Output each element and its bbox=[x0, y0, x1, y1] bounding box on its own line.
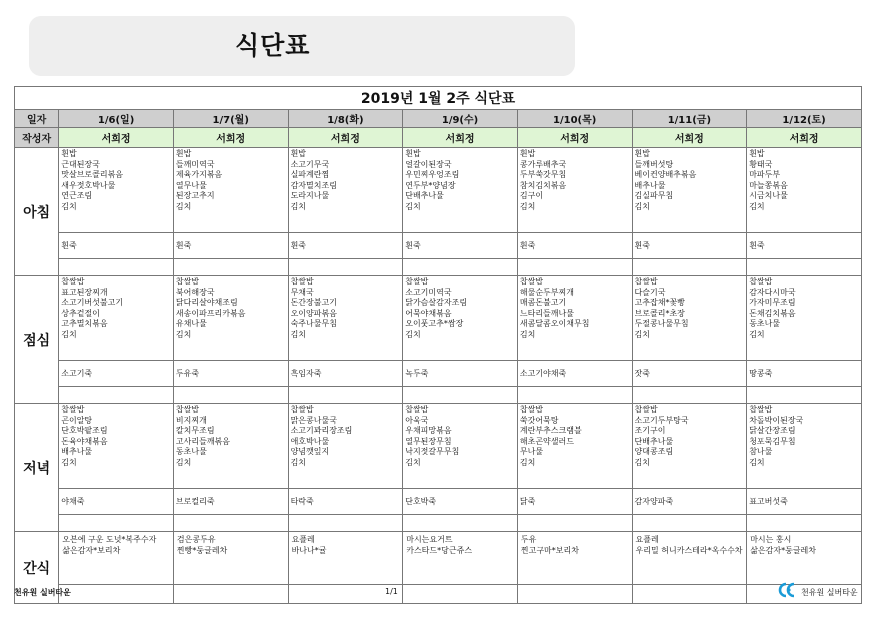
day-header: 1/9(수) bbox=[403, 110, 518, 128]
empty-cell bbox=[747, 387, 862, 404]
empty-cell bbox=[403, 515, 518, 532]
table-title: 2019년 1월 2주 식단표 bbox=[15, 87, 862, 110]
menu-item: 김치 bbox=[61, 201, 77, 211]
day-header: 1/10(목) bbox=[517, 110, 632, 128]
writer-name: 서희정 bbox=[288, 128, 403, 148]
menu-item: 들깨미역국 bbox=[175, 159, 215, 169]
empty-cell bbox=[403, 585, 518, 604]
empty-cell bbox=[173, 515, 288, 532]
day-header: 1/8(화) bbox=[288, 110, 403, 128]
menu-item: 고추멸치볶음 bbox=[61, 319, 108, 329]
menu-item: 해물순두부찌개 bbox=[519, 287, 574, 297]
menu-item: 우민찌우엉조림 bbox=[405, 170, 460, 180]
menu-item: 김치 bbox=[61, 329, 77, 339]
logo-icon bbox=[778, 582, 800, 602]
porridge-cell: 야채죽 bbox=[59, 489, 174, 515]
menu-item: 김실파무침 bbox=[634, 191, 674, 201]
porridge-cell: 땅콩죽 bbox=[747, 361, 862, 387]
menu-item: 무채국 bbox=[290, 287, 314, 297]
menu-item: 새콤달콤오이채무침 bbox=[519, 319, 590, 329]
writer-name: 서희정 bbox=[173, 128, 288, 148]
menu-item: 김치 bbox=[405, 201, 421, 211]
menu-item: 김치 bbox=[175, 329, 192, 339]
snack-item: 삶은감자*보리차 bbox=[62, 546, 121, 555]
porridge-cell: 소고기죽 bbox=[59, 361, 174, 387]
menu-item: 김치 bbox=[290, 329, 307, 339]
menu-cell bbox=[173, 148, 288, 233]
menu-item: 감자다시마국 bbox=[749, 287, 796, 297]
menu-item: 가자미무조림 bbox=[749, 298, 796, 308]
snack-item: 요플레 bbox=[291, 535, 315, 544]
menu-item: 찹쌀밥 bbox=[749, 405, 773, 414]
menu-item: 찹쌀밥 bbox=[405, 277, 429, 286]
menu-item: 김치 bbox=[61, 457, 77, 467]
menu-item: 소고기꽈리장조림 bbox=[290, 426, 353, 436]
menu-item: 김치 bbox=[175, 457, 192, 467]
menu-item: 브로콜리*초장 bbox=[634, 308, 685, 318]
menu-item: 고추잡채*꽃빵 bbox=[634, 298, 685, 308]
menu-item: 유채나물 bbox=[175, 319, 207, 329]
menu-item: 찹쌀밥 bbox=[61, 405, 85, 414]
menu-item: 동초나물 bbox=[175, 447, 207, 457]
menu-item: 단배추나물 bbox=[634, 436, 674, 446]
snack-item: 우리밀 허니카스테라*옥수수차 bbox=[635, 546, 743, 555]
meal-label: 아침 bbox=[15, 148, 59, 276]
menu-item: 닭살간장조림 bbox=[749, 426, 796, 436]
menu-item: 조기구이 bbox=[634, 426, 666, 436]
menu-item: 아욱국 bbox=[405, 415, 429, 425]
porridge-cell: 소고기야채죽 bbox=[517, 361, 632, 387]
porridge-cell: 닭죽 bbox=[517, 489, 632, 515]
menu-item: 도라지나물 bbox=[290, 191, 330, 201]
menu-item: 오이양파볶음 bbox=[290, 308, 337, 318]
porridge-cell: 단호박죽 bbox=[403, 489, 518, 515]
menu-item: 찹쌀밥 bbox=[405, 405, 429, 414]
porridge-cell: 녹두죽 bbox=[403, 361, 518, 387]
menu-item: 표고된장찌개 bbox=[61, 287, 108, 297]
menu-item: 김치 bbox=[290, 457, 307, 467]
menu-item: 쑥갓어묵탕 bbox=[519, 415, 559, 425]
menu-item: 상추겉절이 bbox=[61, 308, 100, 318]
menu-item: 두부쑥갓무침 bbox=[519, 170, 567, 180]
menu-item: 찹쌀밥 bbox=[519, 405, 544, 414]
menu-item: 두절콩나물무침 bbox=[634, 319, 689, 329]
menu-item: 참나물 bbox=[749, 447, 773, 457]
empty-cell bbox=[288, 515, 403, 532]
empty-cell bbox=[173, 585, 288, 604]
menu-item: 흰밥 bbox=[519, 149, 536, 158]
empty-cell bbox=[632, 259, 747, 276]
page-title: 식단표 bbox=[235, 31, 311, 60]
writer-name: 서희정 bbox=[517, 128, 632, 148]
menu-cell bbox=[173, 404, 288, 489]
menu-item: 소고기버섯불고기 bbox=[61, 298, 124, 308]
menu-item: 곤이알탕 bbox=[61, 415, 93, 425]
porridge-cell: 흰죽 bbox=[747, 233, 862, 259]
porridge-cell: 흰죽 bbox=[59, 233, 174, 259]
porridge-cell: 흑임자죽 bbox=[288, 361, 403, 387]
menu-item: 김치 bbox=[634, 201, 650, 211]
menu-item: 된장고추지 bbox=[175, 191, 215, 201]
menu-item: 느타리들깨나물 bbox=[519, 308, 574, 318]
menu-item: 무나물 bbox=[519, 447, 544, 457]
menu-item: 김치 bbox=[175, 201, 192, 211]
porridge-cell: 흰죽 bbox=[517, 233, 632, 259]
snack-item: 마시는요거트 bbox=[406, 535, 453, 544]
menu-item: 찹쌀밥 bbox=[290, 405, 314, 414]
snack-item: 바나나*귤 bbox=[291, 546, 327, 555]
empty-cell bbox=[632, 585, 747, 604]
menu-item: 소고기무국 bbox=[290, 159, 330, 169]
menu-item: 김치 bbox=[749, 201, 765, 211]
menu-item: 닭다리살야채조림 bbox=[175, 298, 238, 308]
menu-cell bbox=[403, 148, 518, 233]
porridge-cell: 잣죽 bbox=[632, 361, 747, 387]
menu-item: 찹쌀밥 bbox=[749, 277, 773, 286]
menu-item: 김치 bbox=[634, 457, 650, 467]
menu-item: 찹쌀밥 bbox=[175, 277, 200, 286]
snack-item: 카스타드*당근쥬스 bbox=[406, 546, 473, 555]
menu-item: 맑은콩나물국 bbox=[290, 415, 337, 425]
menu-cell bbox=[59, 148, 174, 233]
menu-item: 김치 bbox=[290, 201, 307, 211]
menu-item: 소고기두부탕국 bbox=[634, 415, 689, 425]
menu-item: 김치 bbox=[749, 457, 765, 467]
menu-item: 흰밥 bbox=[634, 149, 650, 158]
empty-cell bbox=[59, 585, 174, 604]
menu-item: 제육가지볶음 bbox=[175, 170, 223, 180]
day-header: 1/6(일) bbox=[59, 110, 174, 128]
snack-cell bbox=[288, 532, 403, 585]
snack-item: 찐빵*둥글레차 bbox=[176, 546, 228, 555]
menu-item: 찹쌀밥 bbox=[61, 277, 85, 286]
menu-item: 김치 bbox=[405, 329, 421, 339]
menu-item: 시금치나물 bbox=[749, 191, 788, 201]
menu-item: 연두부*양념장 bbox=[405, 180, 456, 190]
menu-item: 다슬기국 bbox=[634, 287, 666, 297]
empty-cell bbox=[403, 259, 518, 276]
writer-name: 서희정 bbox=[747, 128, 862, 148]
menu-cell bbox=[59, 404, 174, 489]
empty-cell bbox=[173, 259, 288, 276]
writer-name: 서희정 bbox=[632, 128, 747, 148]
logo-text: 천유원 실버타운 bbox=[801, 588, 858, 597]
menu-item: 비지찌개 bbox=[175, 415, 207, 425]
menu-cell bbox=[517, 276, 632, 361]
porridge-cell: 흰죽 bbox=[632, 233, 747, 259]
empty-cell bbox=[632, 515, 747, 532]
menu-item: 단호박팥조림 bbox=[61, 426, 108, 436]
meal-label: 저녁 bbox=[15, 404, 59, 532]
menu-item: 돈육야채볶음 bbox=[61, 436, 108, 446]
snack-cell bbox=[403, 532, 518, 585]
empty-cell bbox=[288, 387, 403, 404]
menu-item: 칼치무조림 bbox=[175, 426, 215, 436]
menu-item: 어묵야채볶음 bbox=[405, 308, 452, 318]
day-header: 1/12(토) bbox=[747, 110, 862, 128]
menu-item: 돈간장불고기 bbox=[290, 298, 337, 308]
snack-item: 두유 bbox=[520, 535, 537, 544]
menu-item: 북어해장국 bbox=[175, 287, 215, 297]
menu-item: 마파두부 bbox=[749, 170, 781, 180]
menu-item: 동초나물 bbox=[749, 319, 781, 329]
menu-cell bbox=[288, 404, 403, 489]
writer-name: 서희정 bbox=[59, 128, 174, 148]
menu-item: 양대콩조림 bbox=[634, 447, 674, 457]
empty-cell bbox=[59, 259, 174, 276]
empty-cell bbox=[173, 387, 288, 404]
date-header-label: 일자 bbox=[15, 110, 59, 128]
snack-item: 검은콩두유 bbox=[176, 535, 216, 544]
menu-item: 열무나물 bbox=[175, 180, 207, 190]
menu-item: 들깨버섯탕 bbox=[634, 159, 674, 169]
menu-cell bbox=[747, 148, 862, 233]
menu-item: 흰밥 bbox=[61, 149, 77, 158]
menu-item: 김치 bbox=[519, 201, 536, 211]
empty-cell bbox=[517, 259, 632, 276]
menu-item: 차돌박이된장국 bbox=[749, 415, 804, 425]
snack-item: 마시는 홍시 bbox=[750, 535, 792, 544]
menu-cell bbox=[517, 404, 632, 489]
writer-name: 서희정 bbox=[403, 128, 518, 148]
snack-cell bbox=[59, 532, 174, 585]
menu-item: 해초곤약샐러드 bbox=[519, 436, 574, 446]
empty-cell bbox=[288, 259, 403, 276]
menu-cell bbox=[403, 404, 518, 489]
menu-item: 닭가슴살감자조림 bbox=[405, 298, 468, 308]
snack-item: 찐고구마*보리차 bbox=[520, 546, 579, 555]
menu-item: 찹쌀밥 bbox=[175, 405, 200, 414]
menu-cell bbox=[403, 276, 518, 361]
porridge-cell: 흰죽 bbox=[173, 233, 288, 259]
day-header: 1/11(금) bbox=[632, 110, 747, 128]
menu-cell bbox=[517, 148, 632, 233]
menu-item: 낙지젓갈무무침 bbox=[405, 447, 460, 457]
menu-cell bbox=[288, 276, 403, 361]
menu-item: 김치 bbox=[634, 329, 650, 339]
snack-item: 요플레 bbox=[635, 535, 659, 544]
porridge-cell: 표고버섯죽 bbox=[747, 489, 862, 515]
menu-item: 오이풋고추*쌈장 bbox=[405, 319, 464, 329]
menu-item: 찹쌀밥 bbox=[634, 277, 658, 286]
footer-org: 천유원 실버타운 bbox=[14, 588, 71, 597]
meal-label: 점심 bbox=[15, 276, 59, 404]
writer-label: 작성자 bbox=[15, 128, 59, 148]
snack-item: 오븐에 구운 도넛*복주수자 bbox=[62, 535, 157, 544]
snack-cell bbox=[747, 532, 862, 585]
porridge-cell: 타락죽 bbox=[288, 489, 403, 515]
menu-cell bbox=[747, 404, 862, 489]
menu-cell bbox=[632, 148, 747, 233]
menu-item: 찹쌀밥 bbox=[519, 277, 544, 286]
menu-item: 청포묵김무침 bbox=[749, 436, 796, 446]
menu-item: 연근조림 bbox=[61, 191, 93, 201]
menu-item: 양념깻잎지 bbox=[290, 447, 330, 457]
menu-item: 감자멸치조림 bbox=[290, 180, 337, 190]
menu-cell bbox=[288, 148, 403, 233]
page-number: 1/1 bbox=[385, 587, 398, 596]
menu-item: 배추나물 bbox=[61, 447, 93, 457]
menu-item: 근대된장국 bbox=[61, 159, 100, 169]
menu-item: 우채피망볶음 bbox=[405, 426, 452, 436]
menu-item: 실파계란찜 bbox=[290, 170, 330, 180]
menu-item: 배추나물 bbox=[634, 180, 666, 190]
porridge-cell: 흰죽 bbox=[403, 233, 518, 259]
menu-cell bbox=[632, 276, 747, 361]
menu-item: 열무된장무침 bbox=[405, 436, 452, 446]
menu-item: 흰밥 bbox=[749, 149, 765, 158]
empty-cell bbox=[517, 387, 632, 404]
menu-item: 참치김치볶음 bbox=[519, 180, 567, 190]
snack-label: 간식 bbox=[15, 532, 59, 604]
day-header: 1/7(월) bbox=[173, 110, 288, 128]
snack-cell bbox=[632, 532, 747, 585]
empty-cell bbox=[747, 515, 862, 532]
menu-item: 계란부추스크램블 bbox=[519, 426, 582, 436]
menu-item: 얼갈이된장국 bbox=[405, 159, 452, 169]
empty-cell bbox=[632, 387, 747, 404]
porridge-cell: 감자양파죽 bbox=[632, 489, 747, 515]
empty-cell bbox=[747, 259, 862, 276]
empty-cell bbox=[517, 515, 632, 532]
menu-item: 황태국 bbox=[749, 159, 773, 169]
porridge-cell: 두유죽 bbox=[173, 361, 288, 387]
menu-item: 김치 bbox=[749, 329, 765, 339]
menu-cell bbox=[173, 276, 288, 361]
menu-item: 찹쌀밥 bbox=[290, 277, 314, 286]
menu-item: 숙주나물무침 bbox=[290, 319, 337, 329]
empty-cell bbox=[59, 515, 174, 532]
porridge-cell: 흰죽 bbox=[288, 233, 403, 259]
menu-item: 매콤돈불고기 bbox=[519, 298, 567, 308]
snack-cell bbox=[517, 532, 632, 585]
menu-item: 흰밥 bbox=[175, 149, 192, 158]
porridge-cell: 브로컬리죽 bbox=[173, 489, 288, 515]
menu-item: 김치 bbox=[519, 329, 536, 339]
empty-cell bbox=[517, 585, 632, 604]
menu-item: 새우젓호박나물 bbox=[61, 180, 116, 190]
empty-cell bbox=[403, 387, 518, 404]
menu-item: 새송이파프리카볶음 bbox=[175, 308, 246, 318]
menu-cell bbox=[747, 276, 862, 361]
menu-item: 찹쌀밥 bbox=[634, 405, 658, 414]
weekly-menu-table bbox=[14, 86, 862, 604]
menu-item: 김치 bbox=[519, 457, 536, 467]
snack-item: 삶은감자*둥글레차 bbox=[750, 546, 817, 555]
menu-item: 흰밥 bbox=[405, 149, 421, 158]
menu-item: 흰밥 bbox=[290, 149, 307, 158]
menu-item: 콩가루배추국 bbox=[519, 159, 567, 169]
menu-item: 애호박나물 bbox=[290, 436, 330, 446]
menu-item: 김구이 bbox=[519, 191, 544, 201]
menu-item: 베이컨양배추볶음 bbox=[634, 170, 697, 180]
menu-cell bbox=[632, 404, 747, 489]
menu-item: 돈채김치볶음 bbox=[749, 308, 796, 318]
empty-cell bbox=[59, 387, 174, 404]
menu-item: 마늘쫑볶음 bbox=[749, 180, 788, 190]
snack-cell bbox=[173, 532, 288, 585]
menu-item: 맛살브로콜리볶음 bbox=[61, 170, 124, 180]
menu-item: 소고기미역국 bbox=[405, 287, 452, 297]
menu-item: 단배추나물 bbox=[405, 191, 444, 201]
menu-item: 김치 bbox=[405, 457, 421, 467]
menu-item: 고사리들깨볶음 bbox=[175, 436, 231, 446]
menu-cell bbox=[59, 276, 174, 361]
